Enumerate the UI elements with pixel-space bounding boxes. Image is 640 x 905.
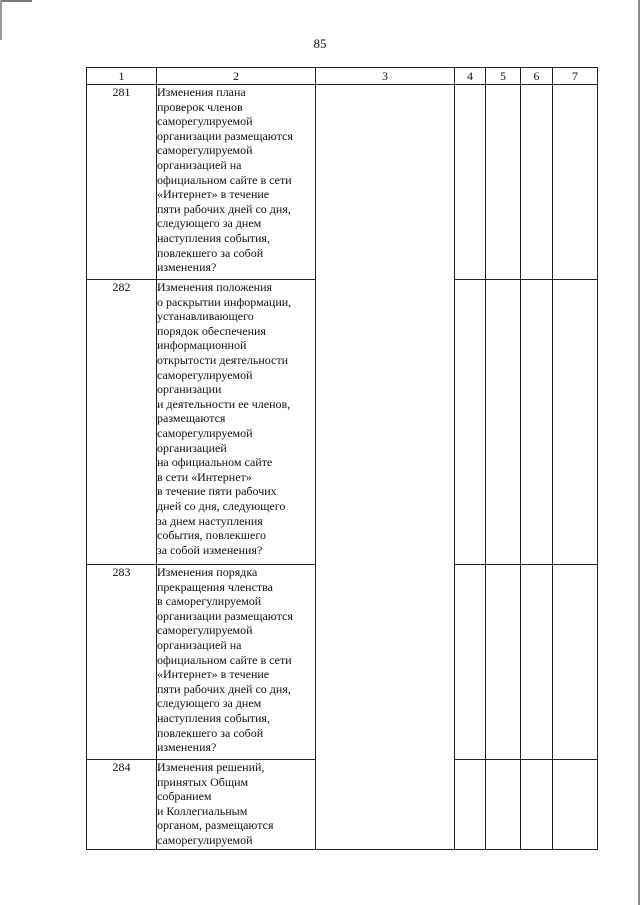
- column-header: 3: [316, 68, 455, 85]
- row-number: 284: [87, 760, 157, 850]
- note-cell: [553, 280, 598, 565]
- row-question: Изменения порядка прекращения членства в саморегулируемой организации размещаются саморегулируемой организацией на официальном сайте в сети «Интернет» в течение пяти рабочих дней со дня, следующего за днем наступления события, повлекшего за собой изменения?: [157, 565, 316, 760]
- column-header: 6: [521, 68, 553, 85]
- legal-reference-cell: [316, 85, 455, 850]
- note-cell: [553, 565, 598, 760]
- page-number: 85: [313, 36, 327, 51]
- answer-cell-no: [486, 565, 521, 760]
- answer-cell-yes: [455, 760, 486, 850]
- row-number: 283: [87, 565, 157, 760]
- column-header: 1: [87, 68, 157, 85]
- answer-cell-no: [486, 85, 521, 280]
- answer-cell-na: [521, 85, 553, 280]
- column-header: 4: [455, 68, 486, 85]
- answer-cell-na: [521, 760, 553, 850]
- scan-corner-mark: [0, 0, 32, 2]
- answer-cell-na: [521, 565, 553, 760]
- column-header: 5: [486, 68, 521, 85]
- note-cell: [553, 760, 598, 850]
- row-question: Изменения решений, принятых Общим собранием и Коллегиальным органом, размещаются саморегулируемой: [157, 760, 316, 850]
- column-header: 7: [553, 68, 598, 85]
- table-row: [87, 85, 598, 280]
- note-cell: [553, 85, 598, 280]
- checklist-table: [86, 67, 598, 850]
- answer-cell-yes: [455, 85, 486, 280]
- answer-cell-no: [486, 760, 521, 850]
- answer-cell-na: [521, 280, 553, 565]
- row-question: Изменения плана проверок членов саморегулируемой организации размещаются саморегулируемой организацией на официальном сайте в сети «Интернет» в течение пяти рабочих дней со дня, следующего за днем наступления события, повлекшего за собой изменения?: [157, 85, 316, 280]
- answer-cell-yes: [455, 280, 486, 565]
- row-number: 281: [87, 85, 157, 280]
- row-question: Изменения положения о раскрытии информации, устанавливающего порядок обеспечения информационной открытости деятельности саморегулируемой организации и деятельности ее членов, размещаются саморегулируемой организацией на официальном сайте в сети «Интернет» в течение пяти рабочих дней со дня, следующего за днем наступления события, повлекшего за собой изменения?: [157, 280, 316, 565]
- table-header-row: [87, 68, 598, 85]
- column-header: 2: [157, 68, 316, 85]
- scan-corner-mark-vertical: [0, 0, 2, 40]
- answer-cell-yes: [455, 565, 486, 760]
- row-number: 282: [87, 280, 157, 565]
- answer-cell-no: [486, 280, 521, 565]
